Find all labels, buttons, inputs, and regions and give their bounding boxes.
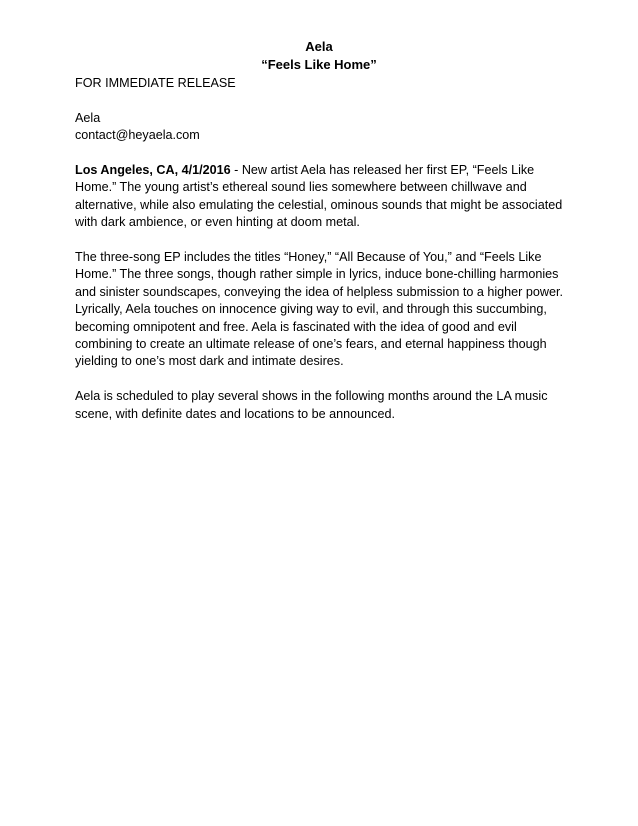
document-header [0, 38, 638, 74]
paragraph-shows: Aela is scheduled to play several shows in the following months around the LA music scene, with definite dates and locations to be announced. [75, 389, 548, 421]
contact-name: Aela [75, 110, 101, 125]
spacer [75, 371, 575, 388]
dateline: Los Angeles, CA, 4/1/2016 [75, 163, 231, 177]
paragraph-announcement [75, 162, 575, 232]
paragraph-ep-description: The three-song EP includes the titles “Honey,” “All Because of You,” and “Feels Like Home.” The three songs, though rather simple in lyrics, induce bone-chilling harmonies and sinister soundscapes, conveying the idea of helpless submission to a higher power. Lyrically, Aela touches on innocence giving way to evil, and through this succumbing, becoming omnipotent and free. Aela is fascinated with the idea of good and evil combining to create an ultimate release of one’s fears, and eternal happiness though yielding to one’s most dark and intimate desires. [75, 250, 563, 369]
contact-email: contact@heyaela.com [75, 128, 200, 143]
spacer [75, 232, 575, 249]
spacer [75, 145, 575, 162]
artist-name-heading: Aela [305, 39, 333, 54]
document-body [75, 75, 575, 423]
release-label: FOR IMMEDIATE RELEASE [75, 76, 236, 90]
spacer [75, 92, 575, 109]
release-title-heading: “Feels Like Home” [261, 57, 377, 72]
announcement-text: - New artist Aela has released her first EP, “Feels Like Home.” The young artist’s ethereal sound lies somewhere between chillwave and alternative, while also emulating the celestial, ominous sounds that might be associated with dark ambience, or even hinting at doom metal. [75, 163, 563, 230]
